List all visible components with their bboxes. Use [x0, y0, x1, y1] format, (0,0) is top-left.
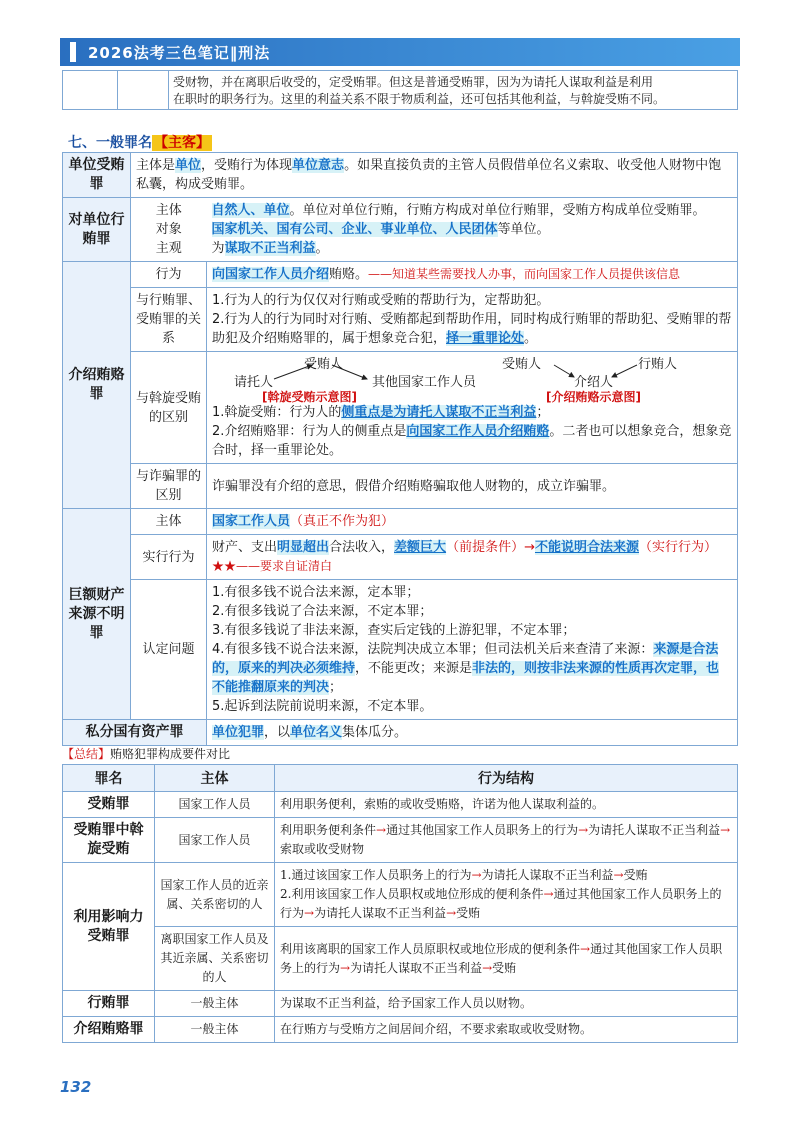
sub-content: 受贿人 请托人 其他国家工作人员 受贿人 介绍人 行贿人 [斡旋受贿示意图] [介绍贿赂示意图] 1.斡旋受贿：行为人的侧重点是为请托人谋取不正当利益； 2.介绍贿赂罪：行为人的侧重点是向国家工作人员介绍贿赂。二者也可以想象竞合，想象竞合时，择一重罪论处。 [207, 352, 738, 464]
crime-table [62, 152, 738, 746]
crime-name: 单位受贿罪 [63, 153, 131, 198]
continued-note: 受财物，并在离职后收受的，定受贿罪。但这是普通受贿罪，因为为请托人谋取利益是利用 在职时的职务行为。这里的利益关系不限于物质利益，还可包括其他利益，与斡旋受贿不同。 [169, 71, 738, 110]
empty-cell [63, 71, 118, 110]
diagram-node: 介绍人 [574, 375, 614, 390]
page-number: 132 [60, 1078, 92, 1096]
sub-content: 单位犯罪，以单位名义集体瓜分。 [207, 720, 738, 746]
diagram-node: 受贿人 [304, 357, 344, 372]
table-row: 行贿罪 一般主体 为谋取不正当利益，给予国家工作人员以财物。 [63, 991, 738, 1017]
continued-table [62, 70, 738, 110]
row-jieshao-relation [63, 288, 738, 352]
sub-label: 行为 [131, 262, 207, 288]
row-jieshao-zhapian [63, 464, 738, 509]
table-row: 受贿罪中斡旋受贿 国家工作人员 利用职务便利条件→通过其他国家工作人员职务上的行为→为请托人谋取不正当利益→索取或收受财物 [63, 818, 738, 863]
sub-label: 认定问题 [131, 580, 207, 720]
crime-name: 对单位行贿罪 [63, 198, 131, 262]
relation-diagrams [212, 355, 732, 403]
sub-content: 国家工作人员（真正不作为犯） [207, 509, 738, 535]
header-marker [70, 42, 76, 62]
sub-label: 与行贿罪、受贿罪的关系 [131, 288, 207, 352]
table-row: 介绍贿赂罪 一般主体 在行贿方与受贿方之间居间介绍，不要求索取或收受财物。 [63, 1017, 738, 1043]
row-jieshao-xingwei [63, 262, 738, 288]
field-values: 自然人、单位。单位对单位行贿，行贿方构成对单位行贿罪，受贿方构成单位受贿罪。 国家机关、国有公司、企业、事业单位、人民团体等单位。 为谋取不正当利益。 [207, 198, 738, 262]
diagram-node: 行贿人 [638, 357, 678, 372]
diagram-node: 其他国家工作人员 [372, 375, 477, 390]
section-tag: 【主客】 [154, 135, 210, 151]
row-jieshao-woxuan [63, 352, 738, 464]
column-header: 行为结构 [275, 765, 738, 792]
row-juge-shixing [63, 535, 738, 580]
row-juge-zhuti [63, 509, 738, 535]
sub-content: 1.行为人的行为仅仅对行贿或受贿的帮助行为，定帮助犯。 2.行为人的行为同时对行贿、受贿都起到帮助作用，同时构成行贿罪的帮助犯、受贿罪的帮助犯及介绍贿赂罪的，属于想象竞合犯，择一重罪论处。 [207, 288, 738, 352]
column-header: 主体 [155, 765, 275, 792]
summary-header-row [63, 765, 738, 792]
crime-name: 私分国有资产罪 [63, 720, 207, 746]
sub-label: 与诈骗罪的区别 [131, 464, 207, 509]
crime-desc: 主体是单位，受贿行为体现单位意志。如果直接负责的主管人员假借单位名义索取、收受他人财物中饱私囊，构成受贿罪。 [131, 153, 738, 198]
column-header: 罪名 [63, 765, 155, 792]
sub-content: 财产、支出明显超出合法收入，差额巨大（前提条件）→不能说明合法来源（实行行为） ★★——要求自证清白 [207, 535, 738, 580]
sub-label: 主体 [131, 509, 207, 535]
table-row: 受贿罪 国家工作人员 利用职务便利，索贿的或收受贿赂，许诺为他人谋取利益的。 [63, 792, 738, 818]
sub-label: 实行行为 [131, 535, 207, 580]
page-header-banner [60, 38, 740, 66]
summary-title: 【总结】贿赂犯罪构成要件对比 [62, 747, 231, 761]
row-sifen [63, 720, 738, 746]
diagram-node: 受贿人 [502, 357, 542, 372]
row-dui-danwei [63, 198, 738, 262]
empty-cell [118, 71, 169, 110]
diagram-node: 请托人 [234, 375, 274, 390]
row-danwei-shouhui [63, 153, 738, 198]
field-labels: 主体 对象 主观 [131, 198, 207, 262]
sub-content: 向国家工作人员介绍贿赂。——知道某些需要找人办事，而向国家工作人员提供该信息 [207, 262, 738, 288]
table-row: 离职国家工作人员及其近亲属、关系密切的人 利用该离职的国家工作人员原职权或地位形成的便利条件→通过其他国家工作人员职务上的行为→为请托人谋取不正当利益→受贿 [63, 927, 738, 991]
summary-table [62, 764, 738, 1043]
diagram-caption: [介绍贿赂示意图] [546, 390, 641, 404]
row-juge-rending [63, 580, 738, 720]
table-row: 利用影响力受贿罪 国家工作人员的近亲属、关系密切的人 1.通过该国家工作人员职务上的行为→为请托人谋取不正当利益→受贿 2.利用该国家工作人员职权或地位形成的便利条件→通过其他国家工作人员职务上的行为→为请托人谋取不正当利益→受贿 [63, 863, 738, 927]
header-title: 2026法考三色笔记‖刑法 [88, 44, 271, 62]
sub-content: 诈骗罪没有介绍的意思，假借介绍贿赂骗取他人财物的，成立诈骗罪。 [207, 464, 738, 509]
diagram-caption: [斡旋受贿示意图] [262, 390, 357, 404]
crime-name: 巨额财产来源不明罪 [63, 509, 131, 720]
section-title: 七、一般罪名 【主客】 [68, 135, 210, 151]
sub-content: 1.有很多钱不说合法来源，定本罪； 2.有很多钱说了合法来源，不定本罪； 3.有很多钱说了非法来源，查实后定钱的上游犯罪，不定本罪； 4.有很多钱不说合法来源，法院判决成立本罪；但司法机关后来查清了来源：来源是合法的，原来的判决必须维持，不能更改；来源是非法的，则按非法来源的性质再次定罪，也不能推翻原来的判决； 5.起诉到法院前说明来源，不定本罪。 [207, 580, 738, 720]
crime-name: 介绍贿赂罪 [63, 262, 131, 509]
sub-label: 与斡旋受贿的区别 [131, 352, 207, 464]
